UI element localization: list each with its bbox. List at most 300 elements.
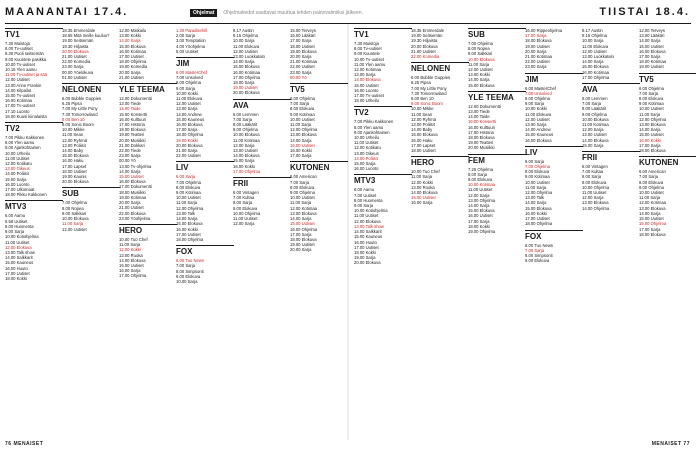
program-listing: 15.00 Uutiset — [639, 132, 664, 138]
program-listing: 7.00 Sarja — [176, 263, 196, 269]
program-listing: 9.00 Kotimaa — [639, 101, 664, 107]
program-listing: 17.00 Sarja — [290, 153, 312, 159]
right-day-title: TIISTAI 18.4. — [599, 6, 690, 18]
program-listing: 18.00 Ohjelma — [176, 236, 204, 242]
program-listing: 21.00 Kotimaa — [525, 54, 553, 60]
program-listing: 12.00 Uutiset — [468, 67, 493, 73]
program-listing: 7.00 Sarja — [290, 179, 310, 185]
program-listing: 17.00 Ohjelma — [233, 168, 261, 174]
program-listing: 19.00 Teatteri — [119, 132, 145, 138]
program-listing: 15.00 Tv-uutiset — [5, 93, 35, 99]
program-listing: 11.00 Uutiset — [468, 187, 493, 193]
program-listing: 12.00 Kokki — [119, 247, 141, 253]
channel-heading: TV5 — [290, 83, 348, 95]
program-listing: 14.00 Sarja — [525, 200, 547, 206]
program-listing: 12.00 Kotimaa — [354, 67, 382, 73]
program-listing: 16.00 Luonto — [354, 87, 379, 93]
program-listing: 00.00 Yöelokuva — [62, 69, 94, 75]
schedule-column — [639, 28, 696, 237]
program-listing: 13.00 Talk show — [354, 223, 384, 229]
program-listing: 18.00 Elokuva — [525, 38, 552, 44]
program-listing: 13.00 Kokki — [468, 72, 490, 78]
program-listing: 9.00 Sarja — [5, 229, 25, 235]
program-listing: 10.00 Sarja — [233, 38, 255, 44]
program-listing: 8.00 Sarja — [582, 174, 602, 180]
program-listing: 8.30 Puoli seitsemän — [5, 51, 44, 57]
program-listing: 20.00 Elokuva — [411, 43, 438, 49]
program-listing: 11.00 Sarja — [525, 184, 547, 190]
program-listing: 7.30 Tomorrowland — [411, 90, 447, 96]
program-listing: 16.00 Kotimaa — [582, 69, 610, 75]
program-listing: 7.00 Unsolved — [176, 75, 203, 81]
program-listing: 12.00 Kotikatu — [354, 145, 381, 151]
program-listing: 11.00 Elokuva — [525, 111, 552, 117]
program-listing: 8.00 Lääkärit — [233, 122, 258, 128]
program-listing: 9.15 Ohjelma — [582, 33, 607, 39]
program-listing: 10.00 Tv-uutiset — [5, 61, 35, 67]
program-listing: 15.00 Sarja — [5, 176, 27, 182]
program-listing: 14.00 Poliisit — [5, 171, 29, 177]
program-listing: 13.00 Anne Frankin — [5, 82, 42, 88]
program-listing: 21.00 Uutiset — [119, 205, 144, 211]
program-listing: 6.58 Uutiset — [5, 218, 28, 224]
program-listing: 17.00 Ohjelma — [119, 273, 147, 279]
program-listing: 14.00 Salkkarit — [5, 255, 33, 261]
program-listing: 01.00 Uutiset — [62, 74, 87, 80]
program-listing: 9.00 Ohjelma — [233, 127, 258, 133]
program-listing: 12.00 Uutiset — [525, 116, 550, 122]
program-listing: 11.00 Elokuva — [233, 43, 260, 49]
program-listing: 7.00 Unsolved — [525, 90, 552, 96]
program-listing: 23.00 Sarja — [62, 64, 84, 70]
program-listing: 7.00 Ohjelma — [525, 164, 550, 170]
program-listing: 7.00 Sarja — [525, 247, 545, 253]
program-listing: 14.00 Andrew — [176, 111, 202, 117]
program-listing: 15.00 Elokuva — [525, 205, 552, 211]
program-listing: 18.00 Kokki — [354, 249, 376, 255]
program-listing: 8.00 Sarja — [233, 200, 253, 206]
program-listing: 15.00 Sarja — [582, 142, 604, 148]
program-listing: 8.17 Austin — [582, 28, 603, 33]
program-listing: 8.00 Huomenta — [354, 197, 383, 203]
program-listing: 13.00 Oikeus — [354, 150, 379, 156]
program-listing: 17.00 Uutiset — [119, 54, 144, 60]
program-listing: 8.00 Elokuva — [176, 184, 201, 190]
program-listing: 13.00 Uutiset — [582, 132, 607, 138]
program-listing: 10.00 Kotiohjelma — [354, 208, 388, 214]
program-listing: 20.00 Elokuva — [176, 142, 203, 148]
program-listing: 6.00 Bubble Guppies — [62, 96, 102, 102]
program-listing: 10.00 Elokuva — [62, 216, 89, 222]
program-listing: 12.00 Kotimaa — [290, 205, 318, 211]
program-listing: 10.00 Mikke — [62, 127, 85, 133]
program-listing: 9.00 Ajankohtainen — [5, 145, 41, 151]
program-listing: 13.00 Elokuva — [639, 205, 666, 211]
program-listing: 14.00 Elokuva — [582, 137, 609, 143]
program-listing: 17.10 Luonto — [5, 108, 30, 114]
program-listing: 16.00 Kokki — [525, 210, 547, 216]
program-listing: 8.17 Austin — [233, 28, 254, 33]
program-listing: 13.00 Luokkatalo — [582, 54, 614, 60]
program-listing: 18.00 Ohjelma — [525, 221, 553, 227]
channel-heading: HERO — [119, 224, 177, 236]
program-listing: 7.00 Sarja — [639, 174, 659, 180]
program-listing: 19.00 Kaunis — [62, 174, 87, 180]
program-listing: 15.00 Elokuva — [119, 43, 146, 49]
program-listing: 21.00 Dokkari — [119, 142, 145, 148]
program-listing: 6.25 Pipsa — [411, 80, 431, 86]
program-listing: 11.00 Uutiset — [354, 140, 379, 146]
program-listing: 16.00 Elokuva — [639, 48, 666, 54]
program-listing: 10.00 Tuo Chef — [119, 236, 148, 242]
program-listing: 12.00 Sarja — [233, 221, 255, 227]
program-listing: 18.00 Uutiset — [62, 168, 87, 174]
program-listing: 21.00 Sarja — [176, 148, 198, 154]
program-listing: 20.00 Elokuva — [62, 48, 89, 54]
program-listing: 11.00 Sarja — [176, 200, 198, 206]
program-listing: 9.00 Sonic Boom — [62, 122, 94, 128]
program-listing: 9.00 Sarja — [525, 101, 545, 107]
program-listing: 20.00 Sarja — [290, 54, 312, 60]
program-listing: 8.00 Elokuva — [639, 96, 664, 102]
program-listing: 11.00 Sarja — [468, 61, 490, 67]
schedule-column — [290, 28, 348, 253]
left-day-title: MAANANTAI 17.4. — [5, 6, 129, 18]
program-listing: 11.00 Kotimaa — [582, 122, 609, 128]
program-listing: 9.00 Salkkari — [62, 210, 87, 216]
program-listing: 17.00 Sarja — [639, 142, 661, 148]
schedule-column — [411, 28, 469, 206]
program-listing: 19.00 Seitsemän — [62, 38, 94, 44]
program-listing: 16.00 Luonto — [354, 166, 379, 172]
program-listing: 12.00 Dokumentti — [468, 103, 501, 109]
program-listing: 18.55 Mitä meille kuuluu? — [62, 33, 110, 39]
channel-heading: KUTONEN — [290, 161, 348, 173]
program-listing: 17.00 Historia — [468, 129, 494, 135]
program-listing: 19.00 Teatteri — [468, 140, 494, 146]
program-listing: 16.00 Kokki — [176, 226, 198, 232]
program-listing: 8.00 Tv-uutiset — [5, 46, 33, 52]
program-listing: 18.00 Pikku Kakkonen — [5, 192, 47, 198]
program-listing: 17.00 Sarja — [468, 218, 490, 224]
program-listing: 17.00 Historia — [119, 122, 145, 128]
channel-heading: JIM — [176, 57, 234, 69]
program-listing: 23.00 Sarja — [290, 69, 312, 75]
program-listing: 16.00 Lääkäri — [290, 33, 316, 39]
program-listing: 11.00 Sean — [62, 132, 84, 138]
program-listing: 22.00 Komedia — [62, 59, 91, 65]
program-listing: 7.30 Muistoja — [5, 41, 30, 46]
program-listing: 19.00 Komedia — [119, 64, 148, 70]
channel-heading: SUB — [468, 28, 526, 40]
program-listing: 11.00 Uutiset — [354, 213, 379, 219]
program-listing: 16.00 Kotimaa — [233, 69, 261, 75]
program-listing: 8.00 Elokuva — [639, 179, 664, 185]
program-listing: 15.00 Elokuva — [468, 82, 495, 88]
program-listing: 12.00 Sarja — [468, 192, 490, 198]
program-listing: 8.00 Ben 10 — [411, 96, 434, 102]
program-listing: 13.00 Luokkatalo — [233, 54, 265, 60]
program-listing: 7.00 My Little Pony — [62, 106, 98, 112]
program-listing: 17.00 Ulkomaat — [5, 187, 35, 193]
program-listing: 11.00 Elokuva — [582, 43, 609, 49]
program-listing: 20.00 Sarja — [119, 200, 141, 206]
program-listing: 11.00 Sarja — [290, 122, 312, 128]
program-listing: 9.00 Elokuva — [233, 205, 258, 211]
program-listing: 8.00 Ylen aamu — [5, 140, 35, 146]
program-listing: 14.00 Elokuva — [354, 77, 381, 83]
program-listing: 11.00 Elokuva — [176, 96, 203, 102]
program-listing: 3.00 Temptation — [176, 38, 206, 44]
program-listing: 10.00 Urheilu — [354, 135, 379, 141]
program-listing: 12.00 Kotimaa — [639, 200, 667, 206]
program-listing: 20.00 Musiikki — [119, 137, 146, 143]
program-listing: 9.00 Sarja — [176, 85, 196, 91]
program-listing: 15.00 Konsertti — [468, 119, 497, 125]
program-listing: 9.00 Ajankohtainen — [354, 129, 390, 135]
program-listing: 18.00 Elokuva — [468, 135, 495, 141]
program-listing: 14.00 Ohjelma — [582, 205, 610, 211]
program-listing: 7.00 Sarja — [639, 90, 659, 96]
program-listing: 10.15 Ylen aamu — [5, 67, 37, 73]
program-listing: 15.00 Uutiset — [119, 262, 144, 268]
program-listing: 11.00 Sarja — [62, 221, 84, 227]
right-page-footer: MENAISET 77 — [651, 441, 690, 447]
program-listing: 17.00 Uutiset — [525, 216, 550, 222]
program-listing: 23.00 Sarja — [525, 64, 547, 70]
program-listing: 18.00 Uutiset — [290, 43, 315, 49]
program-listing: 12.00 Ryhmä — [411, 116, 436, 122]
program-listing: 9.00 Elokuva — [582, 179, 607, 185]
program-listing: 17.00 Sarja — [639, 226, 661, 232]
program-listing: 12.00 Uutiset — [582, 48, 607, 54]
program-listing: 14.00 Sarja — [639, 127, 661, 133]
program-listing: 7.30 Tomorrowland — [62, 111, 98, 117]
program-listing: 9.00 Ohjelma — [582, 111, 607, 117]
brand-label: Ohjelmat — [190, 9, 217, 17]
program-listing: 12.00 Sarja — [582, 195, 604, 201]
program-listing: 11.00 Uutiset — [5, 155, 30, 161]
program-listing: 16.00 Kokki — [290, 148, 312, 154]
program-listing: 10.00 Kotiohjelma — [5, 234, 39, 240]
program-listing: 19.00 Kokki — [176, 137, 198, 143]
program-listing: 17.00 Uutiset — [5, 270, 30, 276]
program-listing: 8.00 Simpsonit — [525, 252, 553, 258]
program-listing: 6.00 Sarja — [176, 174, 196, 180]
program-listing: 18.00 Musiikki — [119, 189, 146, 195]
program-listing: 9.00 Elokuva — [176, 273, 201, 279]
program-listing: 7.00 Kultaa — [233, 195, 255, 201]
program-listing: 7.00 Kultaa — [582, 169, 604, 175]
program-listing: 13.00 Tv-ohjelma — [119, 163, 152, 169]
channel-heading: TV2 — [5, 122, 63, 134]
program-listing: 8.00 Huomenta — [5, 223, 34, 229]
program-listing: 8.00 Elokuva — [290, 184, 315, 190]
program-listing: 9.00 Sonic Boom — [411, 101, 443, 107]
program-listing: 8.00 Sarja — [468, 171, 488, 177]
left-page-footer: 76 MENAISET — [5, 441, 44, 447]
program-listing: 11.00 Kotimaa — [233, 137, 260, 143]
program-listing: 16.00 Huuto — [5, 265, 28, 271]
program-listing: 13.00 Sarja — [176, 106, 198, 112]
program-listing: 6.00 American — [639, 169, 666, 175]
program-listing: 18.00 Elokuva — [639, 231, 666, 237]
program-listing: 10.00 Sarja — [582, 38, 604, 44]
program-listing: 13.00 Ruoka — [411, 184, 435, 190]
program-listing: 16.00 Elokuva — [119, 179, 146, 185]
program-listing: 13.00 Sarja — [354, 72, 376, 78]
program-listing: 15.00 Sarja — [354, 161, 376, 167]
program-listing: 12.00 Kotikatu — [5, 161, 32, 167]
program-listing: 14.00 Andrew — [525, 127, 551, 133]
channel-heading: TV5 — [639, 73, 696, 85]
program-listing: 16.00 Haku — [411, 137, 433, 143]
program-listing: 8.00 Ohjelma — [176, 80, 201, 86]
program-listing: 12.00 Sarja — [233, 142, 255, 148]
program-listing: 16.00 Ohjelma — [639, 221, 667, 227]
program-listing: 15.00 Kauneus — [176, 116, 205, 122]
program-listing: 17.00 Lapset — [62, 163, 87, 169]
channel-heading: SUB — [62, 187, 120, 199]
channel-heading: TV1 — [5, 28, 63, 40]
program-listing: 11.00 Sarja — [639, 195, 661, 201]
program-listing: 16.00 Uutiset — [468, 213, 493, 219]
program-listing: 10.00 Kokki — [525, 106, 547, 112]
program-listing: 17.00 Sarja — [290, 231, 312, 237]
program-listing: 6.00 Ohjelma — [290, 96, 315, 102]
program-listing: 22.00 Elokuva — [119, 210, 146, 216]
program-listing: 13.00 Elokuva — [582, 200, 609, 206]
program-listing: 00.00 Yö — [290, 74, 307, 80]
program-listing: 9.00 Kotimaa — [290, 111, 315, 117]
program-listing: 14.00 Poliisit — [354, 155, 378, 161]
program-listing: 8.00 Lääkärit — [582, 106, 607, 112]
program-listing: 10.00 Tv-uutiset — [354, 56, 384, 62]
program-listing: 10.00 Uutiset — [290, 116, 315, 122]
program-listing: 15.00 Uutiset — [290, 221, 315, 227]
program-listing: 10.00 Ohjelma — [233, 210, 261, 216]
program-listing: 21.00 Uutiset — [119, 74, 144, 80]
channel-heading: MTV3 — [5, 200, 63, 212]
program-listing: 10.00 Uutiset — [290, 195, 315, 201]
program-listing: 20.00 Musiikki — [468, 145, 495, 151]
program-listing: 7.00 Sarja — [582, 101, 602, 107]
program-listing: 17.00 Dokumentti — [119, 184, 152, 190]
page-header — [0, 0, 696, 24]
program-listing: 8.00 Tv-uutiset — [354, 46, 382, 52]
program-listing: 16.00 Kokki — [233, 163, 255, 169]
program-listing: 5.00 Uutiset — [176, 48, 199, 54]
program-listing: 20.00 Elokuva — [233, 90, 260, 96]
program-listing: 16.00 Haku — [62, 158, 84, 164]
program-listing: 15.00 Uutiset — [119, 174, 144, 180]
program-listing: 18.00 Urheilu — [354, 98, 379, 104]
channel-heading: TV1 — [354, 28, 412, 40]
program-listing: 13.00 Talk show — [5, 249, 35, 255]
program-listing: 4.00 Yöohjelma — [176, 43, 206, 49]
program-listing: 15.00 Konsertti — [119, 111, 148, 117]
program-listing: 12.00 Elokuva — [5, 244, 32, 250]
program-listing: 6.00 Lemmen — [233, 111, 259, 117]
program-listing: 15.00 Kauneus — [354, 234, 383, 240]
channel-heading: FOX — [525, 230, 583, 242]
program-listing: 6.00 Ohjelma — [639, 85, 664, 91]
program-listing: 6.00 Sarja — [525, 158, 545, 164]
program-listing: 21.00 Uutiset — [411, 48, 436, 54]
program-listing: 12.00 Ohjelma — [639, 116, 667, 122]
program-listing: 16.00 Elokuva — [525, 137, 552, 143]
program-listing: 17.00 Tv-uutiset — [354, 93, 384, 99]
program-listing: 16.00 Kulttuuri — [119, 116, 147, 122]
schedule-column — [62, 28, 120, 232]
program-listing: 15.00 Elokuva — [62, 153, 89, 159]
program-listing: 16.00 Rippeohjelma — [525, 28, 563, 33]
program-listing: 14.00 Taide — [468, 114, 490, 120]
program-listing: 15.00 Uutiset — [354, 82, 379, 88]
program-listing: 11.00 Tv-uutiset ja sää — [5, 72, 47, 78]
program-listing: 17.00 Ohjelma — [233, 74, 261, 80]
program-listing: 16.00 Sarja — [119, 268, 141, 274]
program-listing: 7.30 Muistoja — [354, 41, 379, 46]
program-listing: 16.00 Ohjelma — [290, 226, 318, 232]
program-listing: 12.00 Uutiset — [233, 48, 258, 54]
program-listing: 15.00 Uutiset — [639, 216, 664, 222]
channel-heading: HERO — [411, 156, 469, 168]
program-listing: 18.35 Emmerdale — [411, 28, 445, 33]
program-listing: 10.00 Tuo Chef — [411, 169, 440, 175]
program-listing: 22.00 Uutiset — [176, 153, 201, 159]
program-listing: 13.00 Tiede — [119, 101, 141, 107]
program-listing: 18.00 Sarja — [233, 80, 255, 86]
program-listing: 17.00 Tv-uutiset — [5, 103, 35, 109]
channel-heading: LIV — [525, 146, 583, 158]
program-listing: 16.00 Kotimaa — [5, 98, 33, 104]
program-listing: 14.00 Elokuva — [119, 257, 146, 263]
program-listing: 18.00 Elokuva — [119, 127, 146, 133]
program-listing: 15.00 Sarja — [233, 158, 255, 164]
program-listing: 12.00 Ohjelma — [525, 190, 553, 196]
program-listing: 23.00 Sarja — [119, 153, 141, 159]
program-listing: 18.00 Kuusi kiinalaista — [5, 113, 47, 119]
program-listing: 7.00 Pikku Kakkonen — [354, 119, 394, 125]
program-listing: 18.00 Ohjelma — [176, 132, 204, 138]
program-listing: 17.00 Lapset — [411, 142, 436, 148]
program-listing: 6.00 American — [290, 174, 317, 180]
program-listing: 18.00 Kokki — [468, 223, 490, 229]
program-listing: 15.00 Elokuva — [582, 64, 609, 70]
program-listing: 15.00 Kauneus — [525, 132, 554, 138]
program-listing: 7.00 Sarja — [290, 101, 310, 107]
program-listing: 7.00 Ohjelma — [468, 41, 493, 46]
schedule-column — [468, 28, 526, 234]
program-listing: 14.00 Sarja — [468, 203, 490, 209]
program-listing: 14.00 Sarja — [290, 137, 312, 143]
program-listing: 12.00 Ryhmä — [62, 137, 87, 143]
program-listing: 12.00 Matkailu — [119, 28, 147, 33]
program-listing: 16.00 Kokki — [639, 137, 661, 143]
program-listing: 13.00 Talk — [176, 210, 196, 216]
program-listing: 10.00 Kotimaa — [468, 182, 496, 188]
program-listing: 13.00 Talk — [525, 195, 545, 201]
program-listing: 12.00 Uutiset — [62, 226, 87, 232]
program-listing: 10.00 Kokki — [176, 90, 198, 96]
channel-heading: FEM — [468, 154, 526, 166]
program-listing: 17.00 Ohjelma — [582, 74, 610, 80]
brand-notice: Ohjelmatiedot saattavat muuttua lehden painovalmiiksi jälkeen. — [223, 10, 363, 16]
schedule-column — [582, 28, 640, 211]
program-listing: 14.00 Taide — [119, 106, 141, 112]
program-listing: 6.00 Bubble Guppies — [411, 75, 451, 81]
